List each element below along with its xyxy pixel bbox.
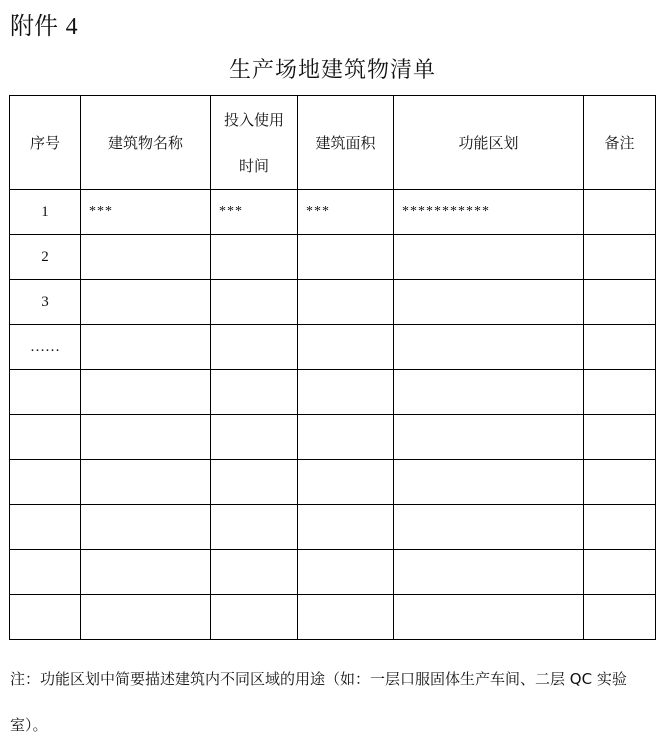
cell-remark <box>584 190 656 235</box>
cell-building-name <box>81 235 211 280</box>
cell-in-use-time <box>211 370 298 415</box>
cell-building-name <box>81 370 211 415</box>
cell-in-use-time <box>211 235 298 280</box>
cell-building-name <box>81 460 211 505</box>
cell-building-name <box>81 415 211 460</box>
cell-index: …… <box>10 325 81 370</box>
cell-building-area <box>298 460 394 505</box>
cell-building-area <box>298 325 394 370</box>
cell-building-area <box>298 415 394 460</box>
cell-function-zoning <box>394 415 584 460</box>
cell-index: 1 <box>10 190 81 235</box>
cell-remark <box>584 415 656 460</box>
cell-index <box>10 505 81 550</box>
cell-building-area: *** <box>298 190 394 235</box>
header-building-area: 建筑面积 <box>298 96 394 190</box>
cell-in-use-time <box>211 415 298 460</box>
cell-function-zoning: *********** <box>394 190 584 235</box>
cell-index <box>10 595 81 640</box>
cell-remark <box>584 550 656 595</box>
attachment-number: 4 <box>65 14 78 40</box>
cell-function-zoning <box>394 370 584 415</box>
attachment-label <box>10 8 78 45</box>
cell-function-zoning <box>394 235 584 280</box>
cell-in-use-time <box>211 550 298 595</box>
table-row <box>10 460 656 505</box>
header-in-use-time-line1: 投入使用 <box>223 110 284 129</box>
cell-function-zoning <box>394 280 584 325</box>
header-building-name: 建筑物名称 <box>81 96 211 190</box>
cell-building-name <box>81 595 211 640</box>
cell-remark <box>584 370 656 415</box>
cell-remark <box>584 325 656 370</box>
table-row <box>10 550 656 595</box>
cell-building-name <box>81 280 211 325</box>
cell-building-name <box>81 325 211 370</box>
cell-building-area <box>298 280 394 325</box>
header-in-use-time <box>211 96 298 190</box>
cell-function-zoning <box>394 505 584 550</box>
cell-remark <box>584 280 656 325</box>
cell-in-use-time <box>211 505 298 550</box>
table-row <box>10 370 656 415</box>
header-index: 序号 <box>10 96 81 190</box>
cell-in-use-time: *** <box>211 190 298 235</box>
cell-building-name <box>81 505 211 550</box>
attachment-text: 附件 <box>10 12 58 40</box>
cell-remark <box>584 235 656 280</box>
cell-remark <box>584 505 656 550</box>
cell-building-name: *** <box>81 190 211 235</box>
cell-index <box>10 460 81 505</box>
table-header-row <box>10 96 656 190</box>
header-in-use-time-line2: 时间 <box>238 156 269 175</box>
cell-index: 2 <box>10 235 81 280</box>
table-row <box>10 280 656 325</box>
footnote: 注：功能区划中简要描述建筑内不同区域的用途（如：一层口服固体生产车间、二层 QC 实验室）。 <box>10 670 627 734</box>
cell-remark <box>584 460 656 505</box>
cell-building-area <box>298 235 394 280</box>
document-title: 生产场地建筑物清单 <box>228 58 436 83</box>
cell-index <box>10 550 81 595</box>
cell-in-use-time <box>211 325 298 370</box>
table-row <box>10 595 656 640</box>
cell-function-zoning <box>394 550 584 595</box>
cell-in-use-time <box>211 280 298 325</box>
cell-building-name <box>81 550 211 595</box>
cell-building-area <box>298 595 394 640</box>
building-list-table <box>9 95 656 640</box>
cell-in-use-time <box>211 595 298 640</box>
cell-function-zoning <box>394 460 584 505</box>
cell-index <box>10 370 81 415</box>
cell-building-area <box>298 550 394 595</box>
table-row <box>10 415 656 460</box>
table-row <box>10 190 656 235</box>
cell-remark <box>584 595 656 640</box>
cell-function-zoning <box>394 325 584 370</box>
header-remark: 备注 <box>584 96 656 190</box>
table-row <box>10 325 656 370</box>
cell-index <box>10 415 81 460</box>
cell-index: 3 <box>10 280 81 325</box>
cell-function-zoning <box>394 595 584 640</box>
cell-building-area <box>298 370 394 415</box>
cell-in-use-time <box>211 460 298 505</box>
cell-building-area <box>298 505 394 550</box>
table-row <box>10 505 656 550</box>
header-function-zoning: 功能区划 <box>394 96 584 190</box>
table-row <box>10 235 656 280</box>
